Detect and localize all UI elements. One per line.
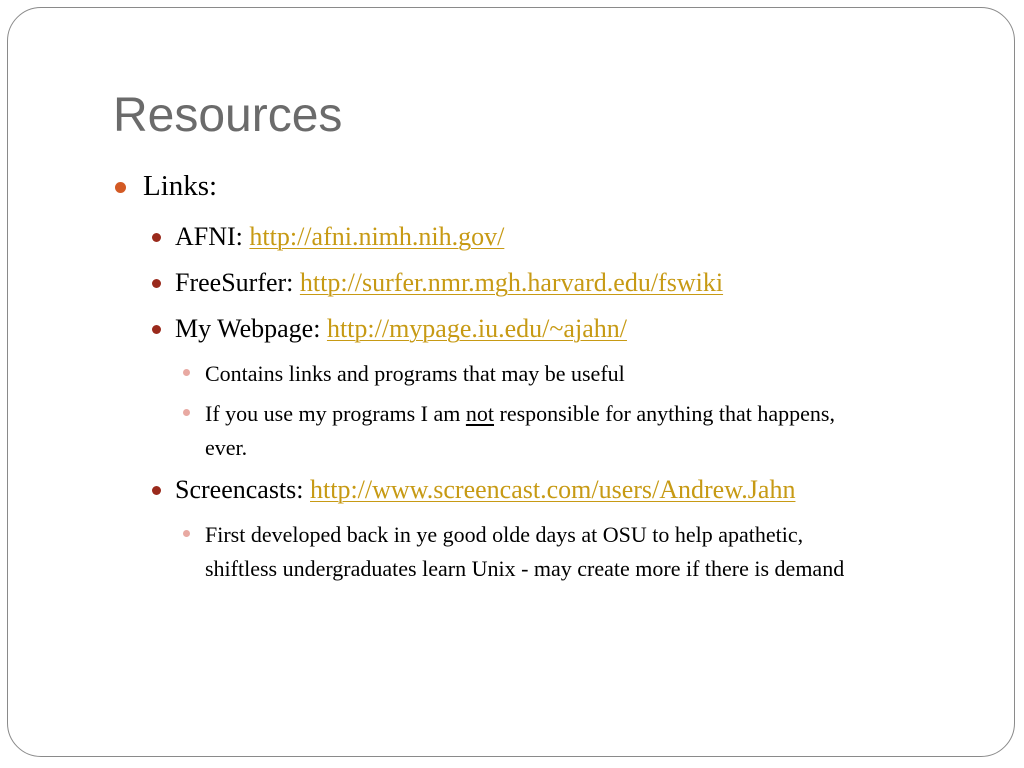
screencasts-sub-line1: First developed back in ye good olde days at OSU to help apathetic, bbox=[205, 522, 804, 547]
webpage-sub-useful: Contains links and programs that may be useful bbox=[205, 361, 625, 386]
slide-title: Resources bbox=[113, 89, 343, 142]
freesurfer-label: FreeSurfer: bbox=[175, 268, 300, 297]
screencasts-sub-line2: shiftless undergraduates learn Unix - may create more if there is demand bbox=[205, 556, 845, 581]
bullet-icon bbox=[152, 325, 161, 334]
bullet-icon bbox=[183, 530, 190, 537]
screencasts-label: Screencasts: bbox=[175, 475, 311, 504]
bullet-icon bbox=[152, 233, 161, 242]
links-heading: Links: bbox=[143, 170, 218, 202]
disclaimer-emphasis: not bbox=[465, 401, 495, 426]
webpage-sub-disclaimer bbox=[205, 397, 835, 431]
bullet-icon bbox=[152, 279, 161, 288]
webpage-item bbox=[175, 314, 627, 344]
bullet-icon bbox=[115, 182, 126, 193]
disclaimer-post: responsible for anything that happens, bbox=[494, 401, 835, 426]
afni-item bbox=[175, 222, 504, 252]
afni-label: AFNI: bbox=[175, 222, 250, 251]
bullet-icon bbox=[183, 369, 190, 376]
bullet-icon bbox=[152, 486, 161, 495]
webpage-sub-disclaimer-line2: ever. bbox=[205, 435, 248, 460]
freesurfer-item bbox=[175, 268, 723, 298]
disclaimer-pre: If you use my programs I am bbox=[205, 401, 466, 426]
webpage-link[interactable]: http://mypage.iu.edu/~ajahn/ bbox=[326, 314, 627, 343]
webpage-label: My Webpage: bbox=[175, 314, 327, 343]
bullet-icon bbox=[183, 409, 190, 416]
screencasts-link[interactable]: http://www.screencast.com/users/Andrew.Jahn bbox=[310, 475, 796, 504]
screencasts-item bbox=[175, 475, 795, 505]
freesurfer-link[interactable]: http://surfer.nmr.mgh.harvard.edu/fswiki bbox=[299, 268, 724, 297]
afni-link[interactable]: http://afni.nimh.nih.gov/ bbox=[249, 222, 505, 251]
